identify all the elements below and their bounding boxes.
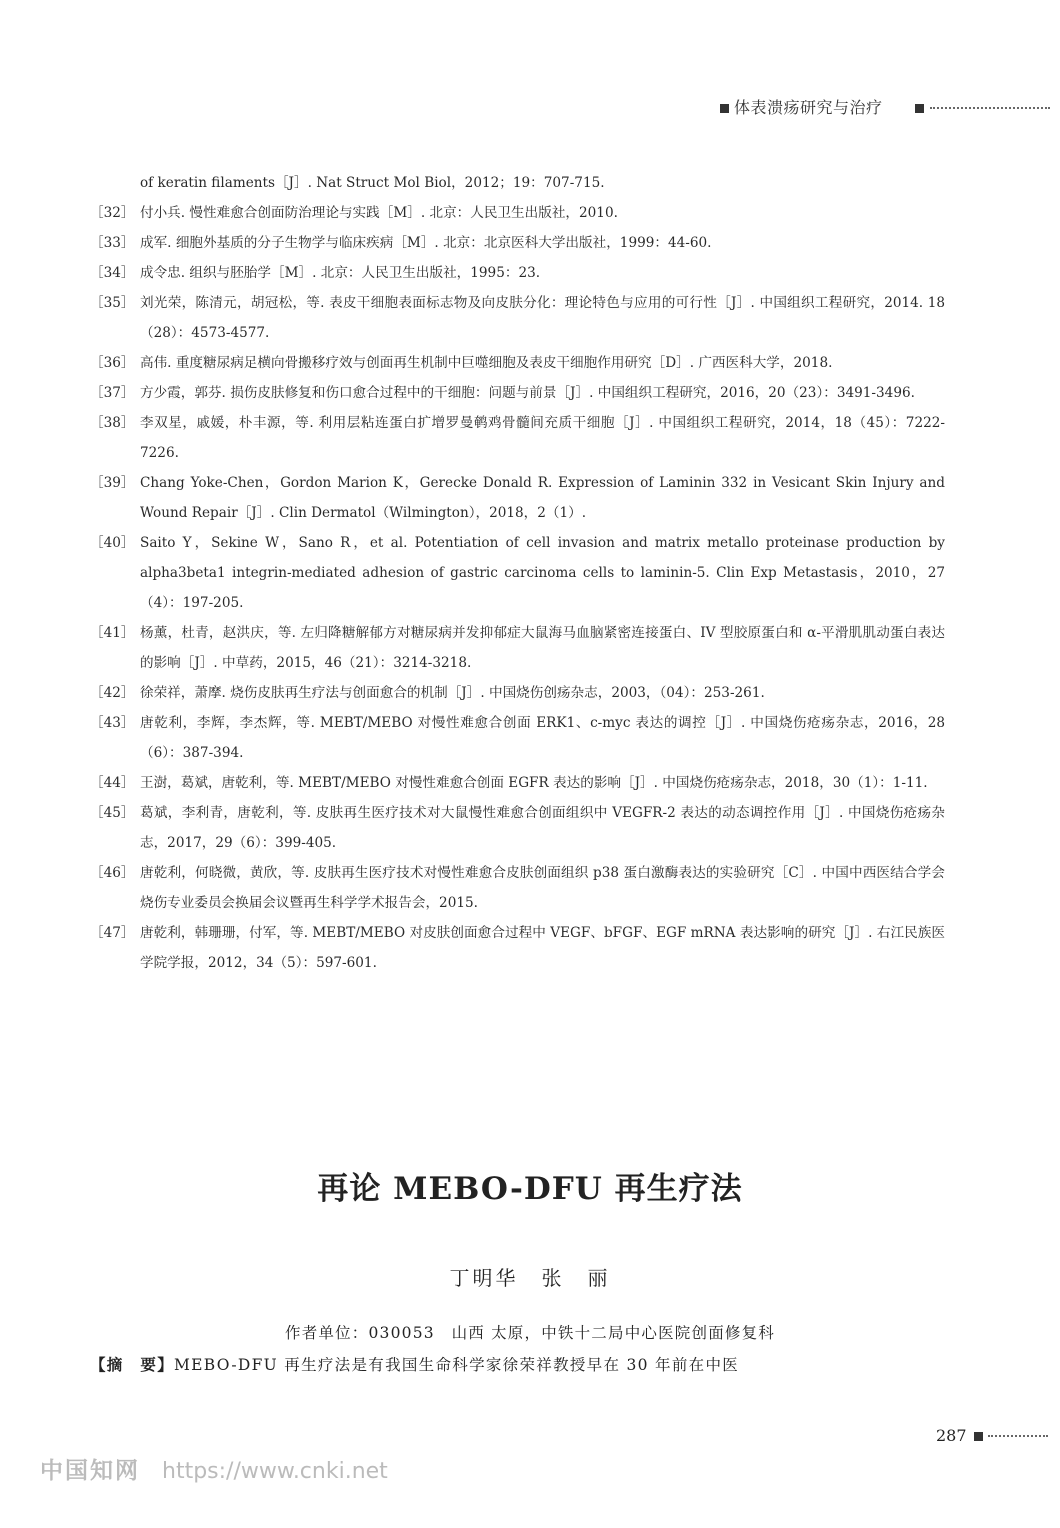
cnki-watermark xyxy=(40,1452,388,1485)
reference-item xyxy=(90,858,945,918)
reference-text: 葛斌，李利青，唐乾利，等. 皮肤再生医疗技术对大鼠慢性难愈合创面组织中 VEGFR-2 表达的动态调控作用［J］. 中国烧伤疮疡杂志，2017，29（6）：399-405. xyxy=(140,805,945,851)
dotted-rule xyxy=(930,107,1050,109)
reference-item xyxy=(90,468,945,528)
article-title: 再论 MEBO-DFU 再生疗法 xyxy=(317,1171,743,1207)
reference-number: ［42］ xyxy=(90,685,135,701)
reference-number: ［34］ xyxy=(90,265,135,281)
reference-number: ［46］ xyxy=(90,865,135,881)
reference-number: ［40］ xyxy=(90,535,135,551)
reference-text: 高伟. 重度糖尿病足横向骨搬移疗效与创面再生机制中巨噬细胞及表皮干细胞作用研究［D］. 广西医科大学，2018. xyxy=(140,355,833,371)
reference-item xyxy=(90,528,945,618)
reference-number: ［38］ xyxy=(90,415,135,431)
reference-text: Chang Yoke-Chen，Gordon Marion K，Gerecke Donald R. Expression of Laminin 332 in Vesicant Skin Injury and Wound Repair［J］. Clin Dermatol（Wilmington），2018，2（1）. xyxy=(140,475,945,521)
reference-item xyxy=(90,198,945,228)
reference-number: ［33］ xyxy=(90,235,135,251)
reference-item xyxy=(90,378,945,408)
reference-number: ［47］ xyxy=(90,925,135,941)
reference-text: 成军. 细胞外基质的分子生物学与临床疾病［M］. 北京：北京医科大学出版社，1999：44-60. xyxy=(140,235,712,251)
reference-number: ［39］ xyxy=(90,475,135,491)
reference-text: 杨薰，杜青，赵洪庆，等. 左归降糖解郁方对糖尿病并发抑郁症大鼠海马血脑紧密连接蛋白、IV 型胶原蛋白和 α-平滑肌肌动蛋白表达的影响［J］. 中草药，2015，46（21）：3214-3218. xyxy=(140,625,945,671)
watermark-url: https://www.cnki.net xyxy=(162,1459,388,1484)
reference-text: 李双星，戚媛，朴丰源，等. 利用层粘连蛋白扩增罗曼鹌鸡骨髓间充质干细胞［J］. 中国组织工程研究，2014，18（45）：7222-7226. xyxy=(140,415,945,461)
reference-number: ［35］ xyxy=(90,295,135,311)
abstract xyxy=(90,1350,960,1380)
square-bullet-icon xyxy=(974,1432,983,1441)
article-authors: 丁明华 张 丽 xyxy=(449,1266,611,1290)
dotted-rule xyxy=(988,1435,1048,1437)
page-number: 287 xyxy=(936,1426,967,1445)
page-number-footer xyxy=(936,1425,1052,1449)
reference-item xyxy=(90,798,945,858)
reference-text: 徐荣祥，萧摩. 烧伤皮肤再生疗法与创面愈合的机制［J］. 中国烧伤创疡杂志，2003，（04）：253-261. xyxy=(140,685,765,701)
reference-number: ［41］ xyxy=(90,625,135,641)
reference-text: 王澍，葛斌，唐乾利，等. MEBT/MEBO 对慢性难愈合创面 EGFR 表达的影响［J］. 中国烧伤疮疡杂志，2018，30（1）：1-11. xyxy=(140,775,928,791)
reference-item xyxy=(90,708,945,768)
reference-number: ［36］ xyxy=(90,355,135,371)
reference-text: 刘光荣，陈清元，胡冠松，等. 表皮干细胞表面标志物及向皮肤分化：理论特色与应用的可行性［J］. 中国组织工程研究，2014. 18（28）：4573-4577. xyxy=(140,295,945,341)
running-title: 体表溃疡研究与治疗 xyxy=(734,98,883,117)
reference-item xyxy=(90,258,945,288)
reference-text: Saito Y，Sekine W，Sano R，et al. Potentiation of cell invasion and matrix metallo proteinase production by alpha3beta1 integrin-mediated adhesion of gastric carcinoma cells to laminin-5. Clin Exp Metastasis，2010，27（4）：197-205. xyxy=(140,535,945,611)
reference-number: ［45］ xyxy=(90,805,135,821)
reference-number: ［32］ xyxy=(90,205,135,221)
reference-item xyxy=(90,228,945,258)
reference-item xyxy=(90,168,945,198)
reference-item xyxy=(90,768,945,798)
reference-item xyxy=(90,408,945,468)
square-bullet-icon xyxy=(915,104,924,113)
reference-item xyxy=(90,288,945,348)
reference-text: 方少霞，郭芬. 损伤皮肤修复和伤口愈合过程中的干细胞：问题与前景［J］. 中国组织工程研究，2016，20（23）：3491-3496. xyxy=(140,385,915,401)
reference-number: ［37］ xyxy=(90,385,135,401)
reference-text: 唐乾利，韩珊珊，付军，等. MEBT/MEBO 对皮肤创面愈合过程中 VEGF、bFGF、EGF mRNA 表达影响的研究［J］. 右江民族医学院学报，2012，34（5）：597-601. xyxy=(140,925,945,971)
reference-text: 唐乾利，何晓微，黄欣，等. 皮肤再生医疗技术对慢性难愈合皮肤创面组织 p38 蛋白激酶表达的实验研究［C］. 中国中西医结合学会烧伤专业委员会换届会议暨再生科学学术报告会，2015. xyxy=(140,865,945,911)
reference-text: 唐乾利，李辉，李杰辉，等. MEBT/MEBO 对慢性难愈合创面 ERK1、c-myc 表达的调控［J］. 中国烧伤疮疡杂志，2016，28（6）：387-394. xyxy=(140,715,945,761)
reference-item xyxy=(90,918,945,978)
abstract-text: MEBO-DFU 再生疗法是有我国生命科学家徐荣祥教授早在 30 年前在中医 xyxy=(174,1356,740,1374)
reference-text: 成令忠. 组织与胚胎学［M］. 北京：人民卫生出版社，1995：23. xyxy=(140,265,541,281)
square-bullet-icon xyxy=(720,104,729,113)
reference-number: ［44］ xyxy=(90,775,135,791)
reference-item xyxy=(90,348,945,378)
reference-text: 付小兵. 慢性难愈合创面防治理论与实践［M］. 北京：人民卫生出版社，2010. xyxy=(140,205,618,221)
reference-number: ［43］ xyxy=(90,715,135,731)
reference-list xyxy=(90,168,945,978)
reference-item xyxy=(90,618,945,678)
reference-item xyxy=(90,678,945,708)
author-affiliation: 作者单位：030053 山西 太原，中铁十二局中心医院创面修复科 xyxy=(285,1324,775,1342)
running-header xyxy=(720,97,1060,121)
abstract-label: 【摘 要】 xyxy=(90,1355,175,1374)
watermark-brand: 中国知网 xyxy=(40,1458,140,1484)
reference-text: of keratin filaments［J］. Nat Struct Mol Biol，2012；19：707-715. xyxy=(140,175,605,191)
